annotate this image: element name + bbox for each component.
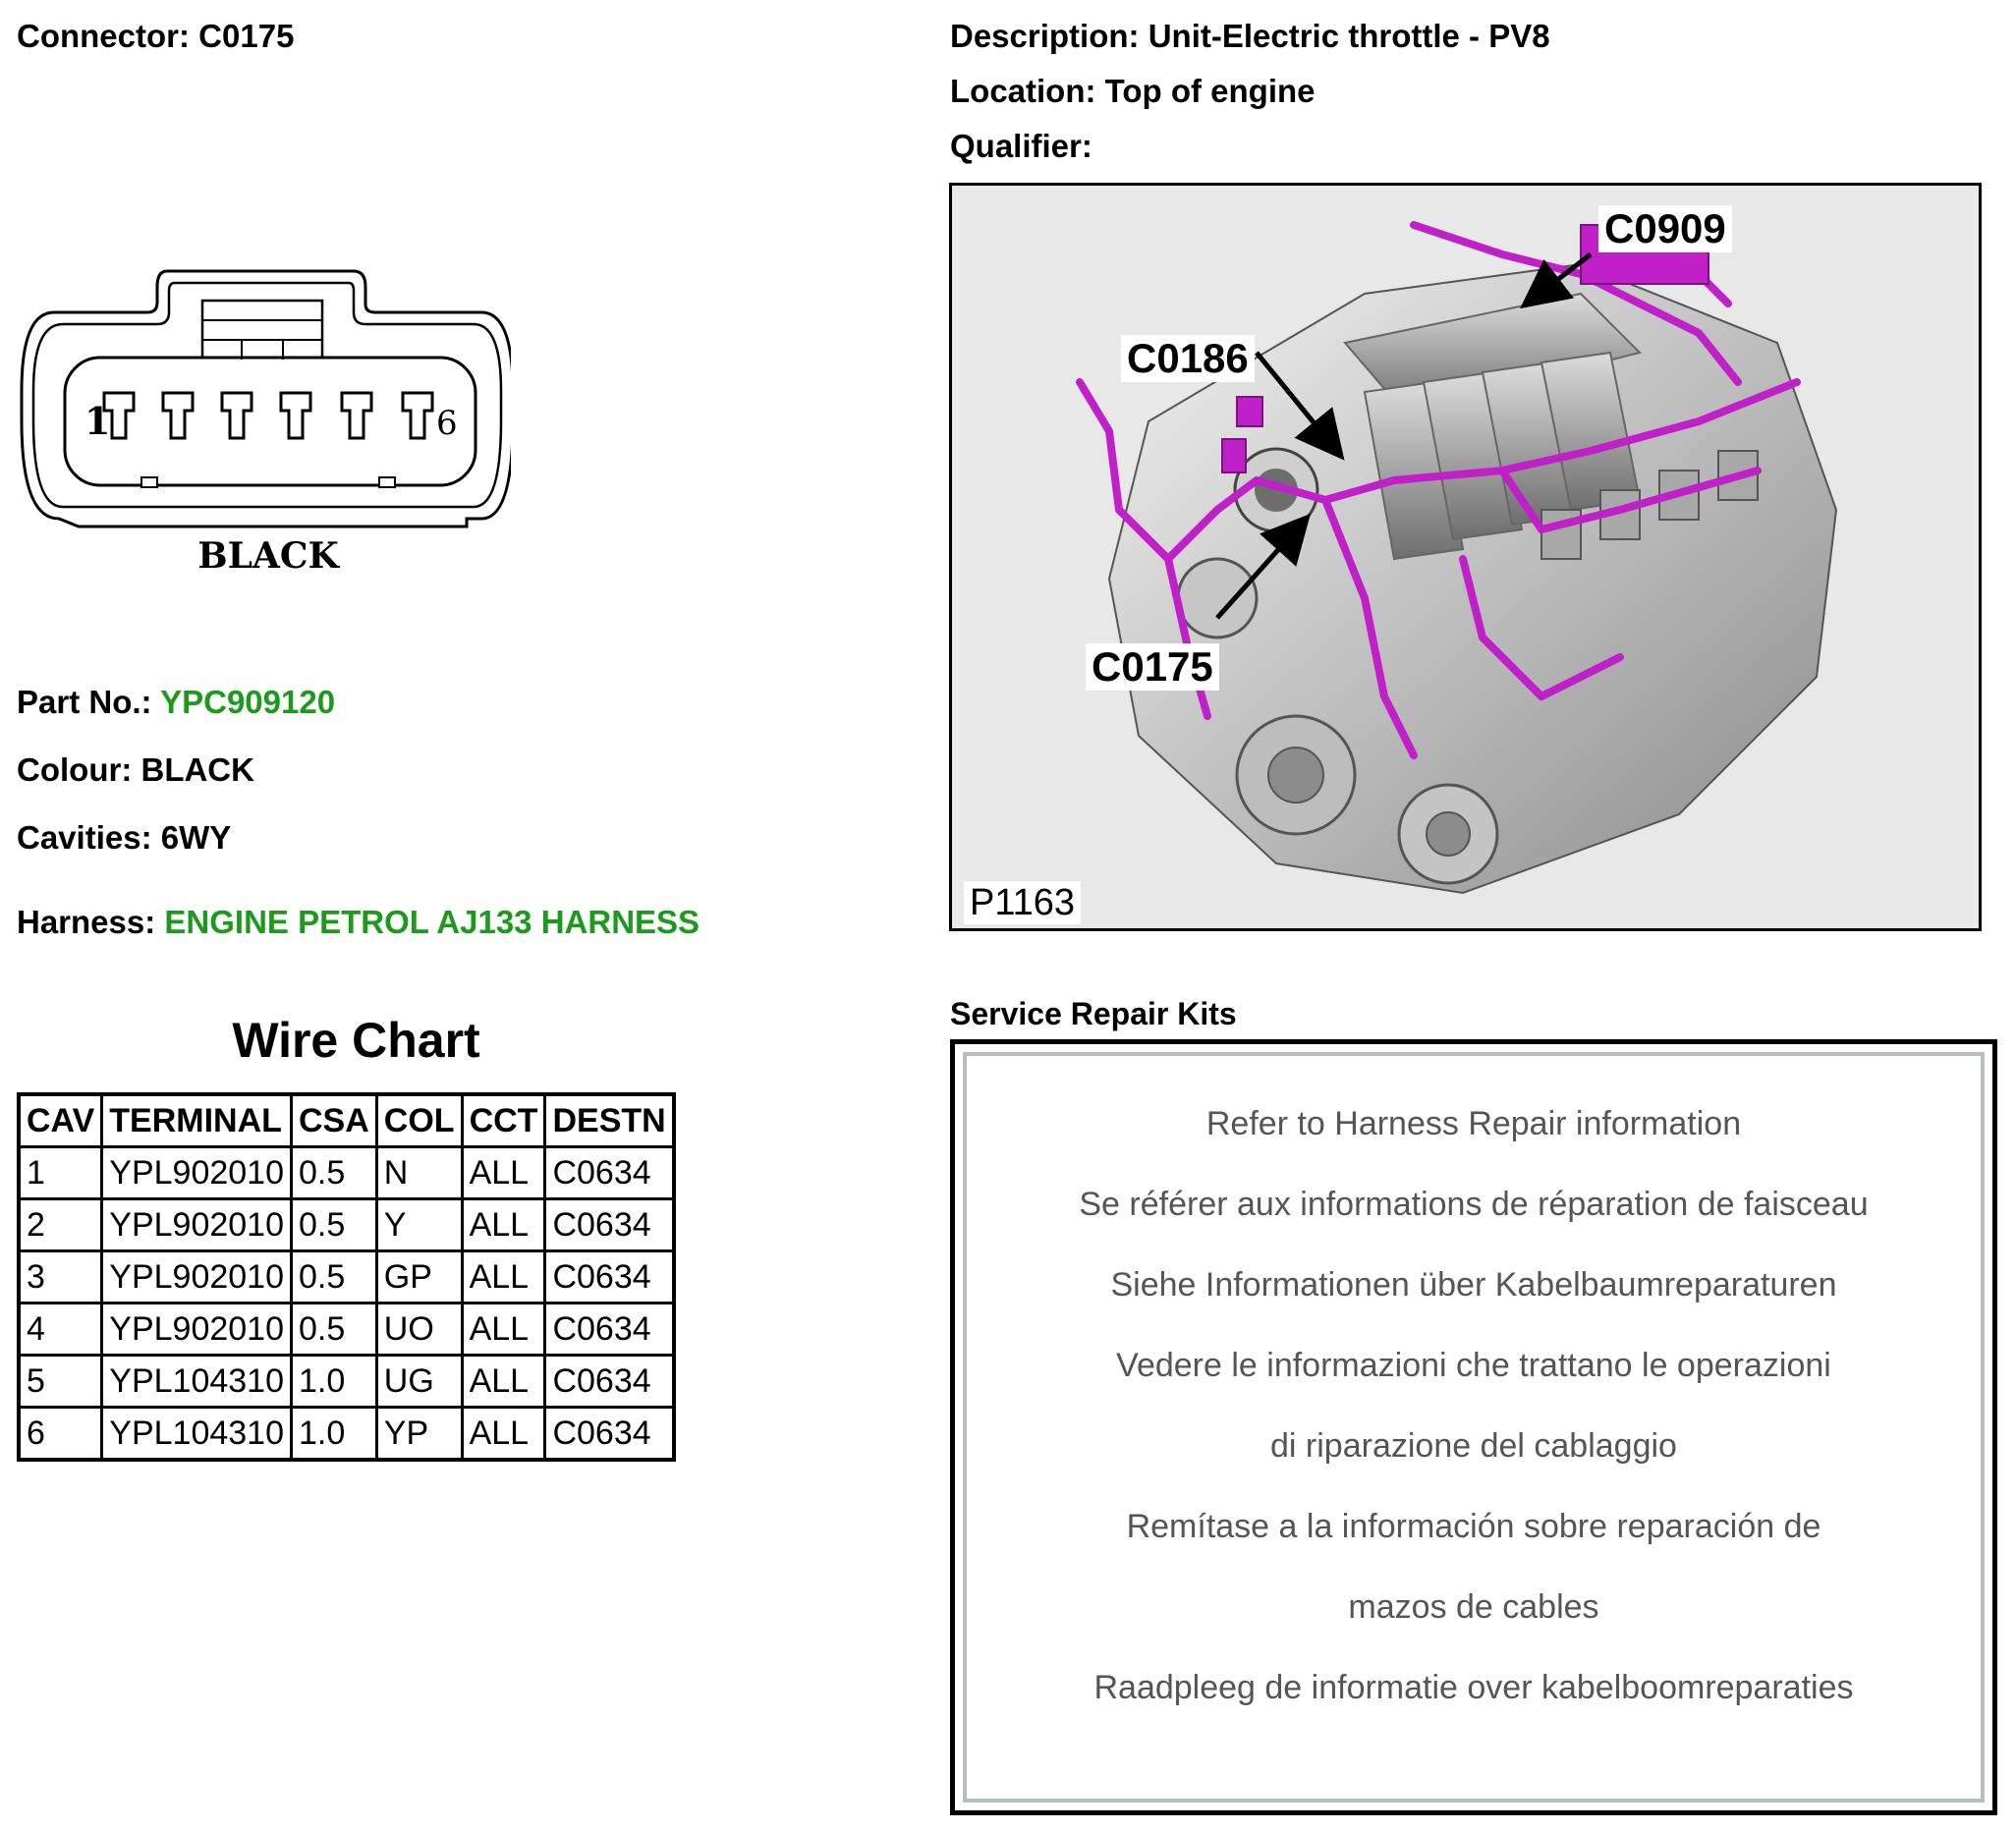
cavities-label: Cavities: bbox=[17, 819, 152, 856]
cell-terminal: YPL104310 bbox=[102, 1356, 292, 1408]
connector-value: C0175 bbox=[198, 18, 295, 54]
location-line bbox=[950, 73, 1316, 110]
header-destn: DESTN bbox=[545, 1094, 674, 1147]
kit-line-german: Siehe Informationen über Kabelbaumreparaturen bbox=[1110, 1266, 1837, 1304]
engine-location-image bbox=[949, 183, 1982, 931]
cell-cct: ALL bbox=[462, 1408, 545, 1461]
cell-csa: 0.5 bbox=[292, 1147, 377, 1199]
kit-line-italian-1: Vedere le informazioni che trattano le operazioni bbox=[1116, 1347, 1831, 1384]
table-row bbox=[19, 1147, 674, 1199]
cell-col: GP bbox=[376, 1251, 462, 1304]
cell-destn: C0634 bbox=[545, 1304, 674, 1356]
wire-chart-header-row bbox=[19, 1094, 674, 1147]
description-value: Unit-Electric throttle - PV8 bbox=[1148, 18, 1550, 54]
cell-destn: C0634 bbox=[545, 1147, 674, 1199]
header-cav: CAV bbox=[19, 1094, 102, 1147]
cell-cav: 4 bbox=[19, 1304, 102, 1356]
part-no-line bbox=[17, 684, 335, 721]
cell-cct: ALL bbox=[462, 1251, 545, 1304]
pulley-mid bbox=[1178, 559, 1257, 638]
cell-cct: ALL bbox=[462, 1356, 545, 1408]
pin-1-number: 1 bbox=[84, 399, 111, 443]
harness-line bbox=[17, 904, 700, 941]
location-label: Location: bbox=[950, 73, 1096, 109]
c0186-connector bbox=[1237, 397, 1262, 426]
kit-line-italian-2: di riparazione del cablaggio bbox=[1270, 1427, 1677, 1465]
cell-cav: 1 bbox=[19, 1147, 102, 1199]
cell-destn: C0634 bbox=[545, 1199, 674, 1251]
pin-6 bbox=[403, 393, 432, 438]
cell-cav: 6 bbox=[19, 1408, 102, 1461]
description-line bbox=[950, 18, 1550, 55]
cell-col: UG bbox=[376, 1356, 462, 1408]
cell-destn: C0634 bbox=[545, 1408, 674, 1461]
c0175-connector bbox=[1222, 439, 1246, 472]
connector-face-diagram bbox=[20, 263, 511, 597]
location-value: Top of engine bbox=[1104, 73, 1316, 109]
table-row bbox=[19, 1199, 674, 1251]
connector-label: Connector: bbox=[17, 18, 190, 54]
cell-col: Y bbox=[376, 1199, 462, 1251]
header-cct: CCT bbox=[462, 1094, 545, 1147]
connector-heading bbox=[17, 18, 294, 55]
pin-5 bbox=[342, 393, 371, 438]
wire-chart-title: Wire Chart bbox=[232, 1013, 480, 1068]
kit-line-english: Refer to Harness Repair information bbox=[1205, 1105, 1742, 1142]
cell-csa: 1.0 bbox=[292, 1408, 377, 1461]
kit-line-spanish-2: mazos de cables bbox=[1348, 1588, 1599, 1626]
header-col: COL bbox=[376, 1094, 462, 1147]
header-terminal: TERMINAL bbox=[102, 1094, 292, 1147]
callout-c0909: C0909 bbox=[1598, 205, 1732, 252]
cell-col: YP bbox=[376, 1408, 462, 1461]
connector-latch bbox=[202, 301, 322, 358]
wire-chart-table bbox=[17, 1092, 676, 1462]
cell-csa: 1.0 bbox=[292, 1356, 377, 1408]
cell-cct: ALL bbox=[462, 1304, 545, 1356]
cell-cav: 5 bbox=[19, 1356, 102, 1408]
cell-terminal: YPL902010 bbox=[102, 1304, 292, 1356]
cell-terminal: YPL902010 bbox=[102, 1199, 292, 1251]
part-no-label: Part No.: bbox=[17, 684, 152, 720]
table-row bbox=[19, 1356, 674, 1408]
connector-pins bbox=[104, 393, 432, 438]
table-row bbox=[19, 1408, 674, 1461]
pin-6-number: 6 bbox=[436, 404, 458, 443]
kit-line-dutch: Raadpleeg de informatie over kabelboomreparaties bbox=[1093, 1669, 1854, 1706]
description-label: Description: bbox=[950, 18, 1140, 54]
service-kits-inner bbox=[963, 1052, 1985, 1803]
cell-destn: C0634 bbox=[545, 1251, 674, 1304]
service-kits-box bbox=[950, 1039, 1997, 1815]
cell-csa: 0.5 bbox=[292, 1251, 377, 1304]
cell-terminal: YPL902010 bbox=[102, 1147, 292, 1199]
qualifier-line bbox=[950, 128, 1092, 165]
kit-line-spanish-1: Remítase a la información sobre reparación de bbox=[1126, 1508, 1821, 1545]
pin-4 bbox=[281, 393, 310, 438]
pin-2 bbox=[163, 393, 193, 438]
cell-csa: 0.5 bbox=[292, 1304, 377, 1356]
kit-line-french: Se référer aux informations de réparation de faisceau bbox=[1079, 1186, 1869, 1223]
cell-cav: 2 bbox=[19, 1199, 102, 1251]
harness-link[interactable]: ENGINE PETROL AJ133 HARNESS bbox=[164, 904, 700, 940]
header-csa: CSA bbox=[292, 1094, 377, 1147]
colour-label: Colour: bbox=[17, 751, 133, 788]
table-row bbox=[19, 1251, 674, 1304]
colour-value: BLACK bbox=[140, 751, 254, 788]
callout-c0175: C0175 bbox=[1086, 643, 1219, 691]
pin-3 bbox=[222, 393, 252, 438]
cell-terminal: YPL104310 bbox=[102, 1408, 292, 1461]
engine-illustration bbox=[952, 186, 1979, 928]
cell-cct: ALL bbox=[462, 1147, 545, 1199]
cell-destn: C0634 bbox=[545, 1356, 674, 1408]
part-no-link[interactable]: YPC909120 bbox=[160, 684, 336, 720]
cell-terminal: YPL902010 bbox=[102, 1251, 292, 1304]
table-row bbox=[19, 1304, 674, 1356]
colour-line bbox=[17, 751, 254, 789]
figure-id: P1163 bbox=[964, 881, 1081, 924]
qualifier-label: Qualifier: bbox=[950, 128, 1092, 164]
cavities-line bbox=[17, 819, 231, 857]
cavities-value: 6WY bbox=[160, 819, 232, 856]
cell-cct: ALL bbox=[462, 1199, 545, 1251]
callout-c0186: C0186 bbox=[1121, 335, 1255, 382]
cell-col: N bbox=[376, 1147, 462, 1199]
cell-col: UO bbox=[376, 1304, 462, 1356]
service-kits-title: Service Repair Kits bbox=[950, 996, 1237, 1031]
harness-label: Harness: bbox=[17, 904, 156, 940]
cell-cav: 3 bbox=[19, 1251, 102, 1304]
connector-color-label: BLACK bbox=[197, 535, 339, 577]
cell-csa: 0.5 bbox=[292, 1199, 377, 1251]
